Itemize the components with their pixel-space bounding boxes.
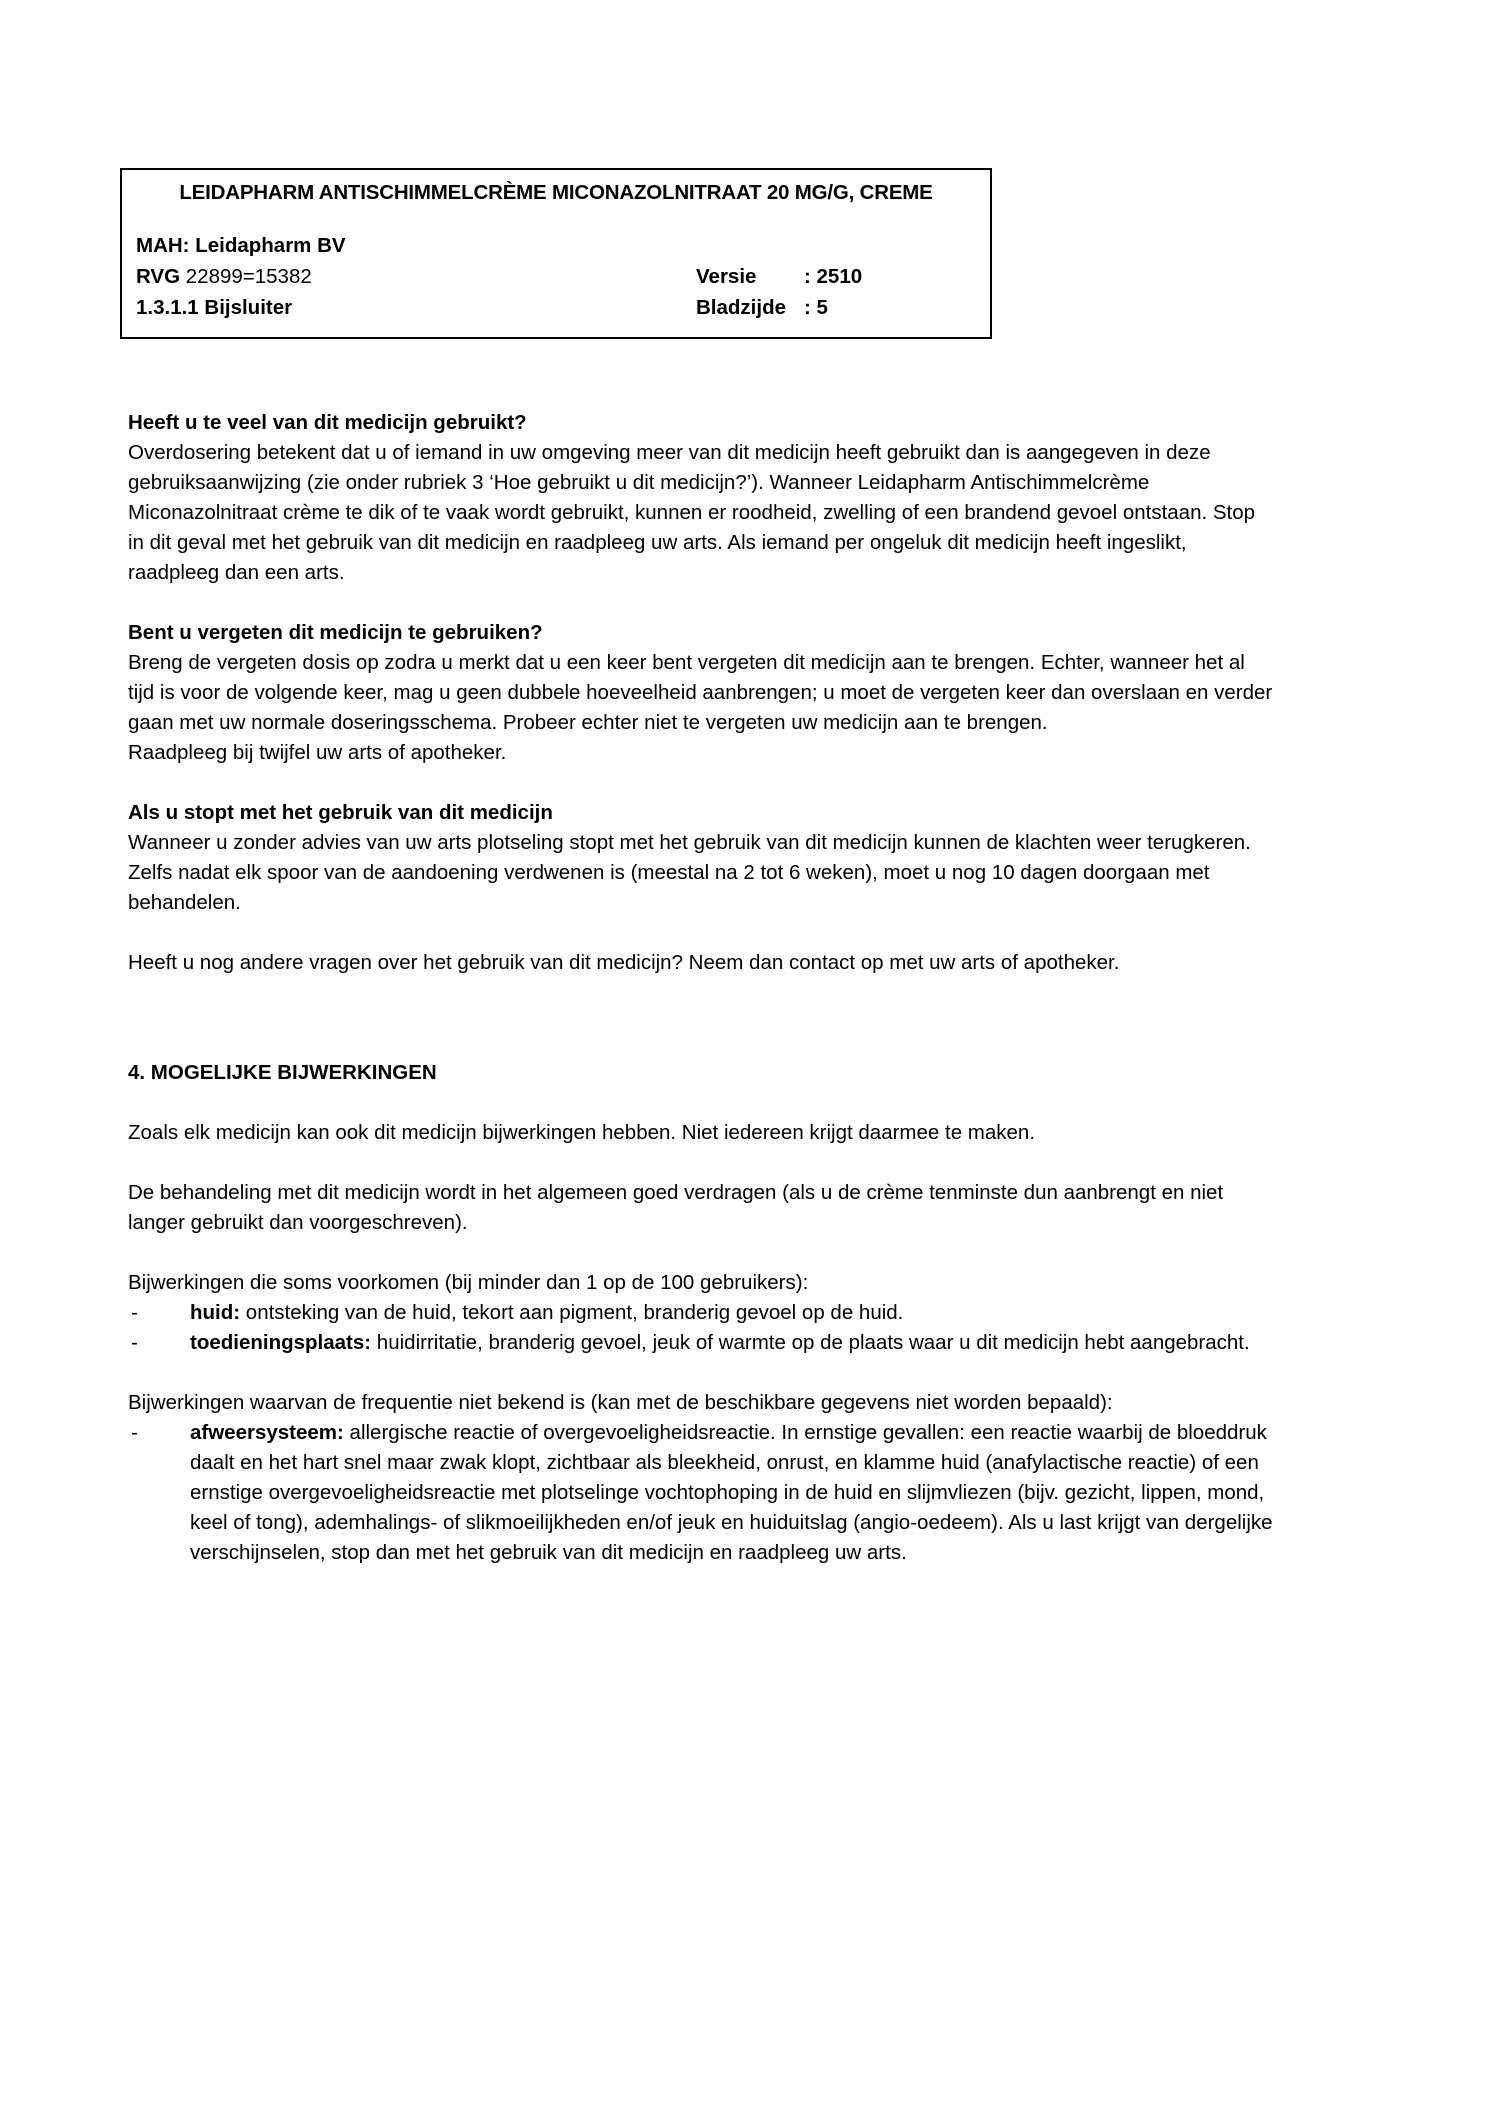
stopping-heading: Als u stopt met het gebruik van dit medicijn: [128, 801, 553, 825]
list-term: huid:: [190, 1301, 241, 1325]
section-spacer: [128, 1358, 1273, 1388]
section-spacer: [128, 1088, 1273, 1118]
side-effects-tolerance: De behandeling met dit medicijn wordt in het algemeen goed verdragen (als u de crème tenminste dun aanbrengt en niet langer gebruikt dan voorgeschreven).: [128, 1181, 1224, 1235]
section-questions: [128, 948, 1273, 978]
list-item: [128, 1298, 1273, 1328]
section-side-effects: [128, 1058, 1273, 1568]
section-stopping: [128, 798, 1273, 918]
forgotten-heading: Bent u vergeten dit medicijn te gebruiken?: [128, 621, 543, 645]
forgotten-paragraph: Breng de vergeten dosis op zodra u merkt dat u een keer bent vergeten dit medicijn aan te brengen. Echter, wanneer het al tijd is voor de volgende keer, mag u geen dubbele hoeveelheid aanbrengen; u moet de vergeten keer dan overslaan en verder gaan met uw normale doseringsschema. Probeer echter niet te vergeten uw medicijn aan te brengen.: [128, 651, 1273, 735]
mah-label: MAH:: [136, 233, 190, 257]
list-text: ontsteking van de huid, tekort aan pigment, branderig gevoel op de huid.: [240, 1301, 904, 1325]
section-spacer: [128, 918, 1273, 948]
unknown-intro: Bijwerkingen waarvan de frequentie niet bekend is (kan met de beschikbare gegevens niet worden bepaald):: [128, 1391, 1113, 1415]
rvg-field: [136, 261, 696, 292]
list-dash: -: [131, 1301, 138, 1325]
section-spacer-extra: [128, 1036, 1273, 1058]
list-text: huidirritatie, branderig gevoel, jeuk of warmte op de plaats waar u dit medicijn hebt aangebracht.: [371, 1331, 1250, 1355]
rvg-label: RVG: [136, 264, 181, 288]
bladzijde-label: Bladzijde: [696, 295, 786, 319]
forgotten-paragraph-2: Raadpleeg bij twijfel uw arts of apotheker.: [128, 741, 507, 765]
document-body: [128, 408, 1273, 1568]
list-text: allergische reactie of overgevoeligheidsreactie. In ernstige gevallen: een reactie waarbij de bloeddruk daalt en het hart snel maar zwak klopt, zichtbaar als bleekheid, onrust, en klamme huid (anafylactische reactie) of een ernstige overgevoeligheidsreactie met plotselinge vochtophoping in de huid en slijmvliezen (bijv. gezicht, lippen, mond, keel of tong), ademhalings- of slikmoeilijkheden en/of jeuk en huiduitslag (angio-oedeem). Als u last krijgt van dergelijke verschijnselen, stop dan met het gebruik van dit medicijn en raadpleeg uw arts.: [190, 1421, 1273, 1565]
section-spacer: [128, 1148, 1273, 1178]
document-header-box: [120, 168, 992, 339]
section-forgotten: [128, 618, 1273, 768]
uncommon-list: [128, 1298, 1273, 1358]
section-spacer: [128, 768, 1273, 798]
list-term: toedieningsplaats:: [190, 1331, 372, 1355]
versie-label: Versie: [696, 264, 757, 288]
list-term: afweersysteem:: [190, 1421, 344, 1445]
side-effects-intro: Zoals elk medicijn kan ook dit medicijn bijwerkingen hebben. Niet iedereen krijgt daarmee te maken.: [128, 1121, 1036, 1145]
section-spacer: [128, 1238, 1273, 1268]
mah-value: Leidapharm BV: [195, 233, 346, 257]
header-row-module: [136, 292, 976, 323]
header-spacer: [136, 206, 976, 230]
unknown-list: [128, 1418, 1273, 1568]
list-dash: -: [131, 1331, 138, 1355]
questions-paragraph: Heeft u nog andere vragen over het gebruik van dit medicijn? Neem dan contact op met uw arts of apotheker.: [128, 951, 1120, 975]
mah-field: [136, 230, 696, 261]
rvg-value: 22899=15382: [185, 264, 312, 288]
uncommon-intro: Bijwerkingen die soms voorkomen (bij minder dan 1 op de 100 gebruikers):: [128, 1271, 809, 1295]
overdose-paragraph: Overdosering betekent dat u of iemand in uw omgeving meer van dit medicijn heeft gebruikt dan is aangegeven in deze gebruiksaanwijzing (zie onder rubriek 3 ‘Hoe gebruikt u dit medicijn?’). Wanneer Leidapharm Antischimmelcrème Miconazolnitraat crème te dik of te vaak wordt gebruikt, kunnen er roodheid, zwelling of een brandend gevoel ontstaan. Stop in dit geval met het gebruik van dit medicijn en raadpleeg uw arts. Als iemand per ongeluk dit medicijn heeft ingeslikt, raadpleeg dan een arts.: [128, 440, 1256, 585]
header-row-mah: [136, 230, 976, 261]
section-spacer-large: [128, 978, 1273, 1036]
side-effects-heading: 4. MOGELIJKE BIJWERKINGEN: [128, 1061, 437, 1085]
product-title: LEIDAPHARM ANTISCHIMMELCRÈME MICONAZOLNITRAAT 20 MG/G, CREME: [179, 181, 933, 204]
module-label: 1.3.1.1 Bijsluiter: [136, 295, 293, 319]
overdose-heading: Heeft u te veel van dit medicijn gebruikt?: [128, 411, 527, 434]
section-spacer: [128, 588, 1273, 618]
list-item: [128, 1328, 1273, 1358]
bladzijde-value: : 5: [804, 295, 828, 319]
versie-value: : 2510: [804, 264, 863, 288]
header-row-rvg: [136, 261, 976, 292]
list-item: [128, 1418, 1273, 1568]
list-dash: -: [131, 1421, 138, 1445]
section-overdose: [128, 408, 1273, 588]
stopping-paragraph: Wanneer u zonder advies van uw arts plotseling stopt met het gebruik van dit medicijn kunnen de klachten weer terugkeren. Zelfs nadat elk spoor van de aandoening verdwenen is (meestal na 2 tot 6 weken), moet u nog 10 dagen doorgaan met behandelen.: [128, 831, 1251, 915]
